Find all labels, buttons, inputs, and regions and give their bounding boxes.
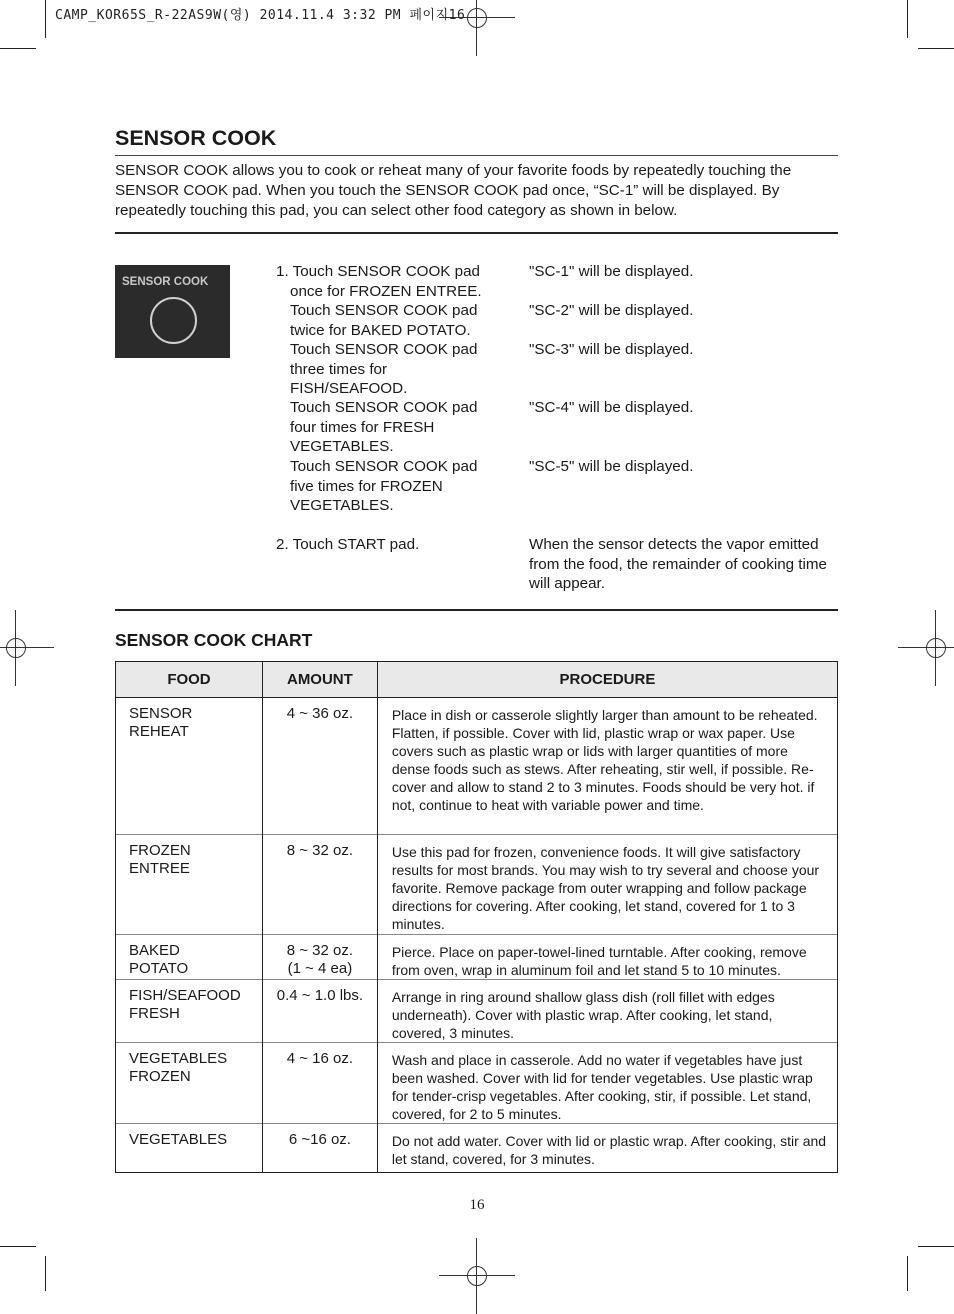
procedure-cell: Wash and place in casserole. Add no water if vegetables have just been washed. Cover with lid for tender vegetables. Use plastic wrap for tender-crisp vegetables. After cooking, stir, if possible. Let stand, covered, for 2 to 5 minutes.: [377, 1043, 837, 1124]
page-title: SENSOR COOK: [115, 126, 277, 150]
table-header-row: [116, 662, 838, 698]
chart-title: SENSOR COOK CHART: [115, 630, 313, 650]
procedure-cell: Place in dish or casserole slightly larger than amount to be reheated. Flatten, if possible. Cover with lid, plastic wrap or wax paper. Use covers such as plastic wrap or lids with larger quantities of more dense foods such as stews. After reheating, stir well, if possible. Re-cover and allow to stand 2 to 3 minutes. Foods should be very hot. if not, continue to heat with variable power and time.: [377, 698, 837, 835]
step-sc4-instruction: Touch SENSOR COOK pad four times for FRESH VEGETABLES.: [290, 399, 478, 455]
step-2-result: When the sensor detects the vapor emitted from the food, the remainder of cooking time will appear.: [529, 536, 827, 592]
registration-mark: [457, 1256, 497, 1296]
crop-mark: [45, 0, 46, 38]
step-1-result: "SC-1" will be displayed.: [529, 263, 694, 280]
crop-mark: [918, 1246, 954, 1247]
amount-cell: 6 ~16 oz.: [262, 1124, 377, 1173]
procedure-cell: Use this pad for frozen, convenience foods. It will give satisfactory results for most brands. You may wish to try several and choose your favorite. Remove package from outer wrapping and follow package directions for covering. After cooking, let stand, covered for 1 to 3 minutes.: [377, 835, 837, 935]
procedure-cell: Pierce. Place on paper-towel-lined turntable. After cooking, remove from oven, wrap in aluminum foil and let stand 5 to 10 minutes.: [377, 935, 837, 980]
page-number: 16: [469, 1197, 485, 1213]
pad-button-icon: [150, 297, 197, 344]
table-row: [116, 698, 838, 835]
divider: [115, 609, 838, 611]
step-1-line1: 1. Touch SENSOR COOK pad: [276, 263, 480, 280]
print-header: CAMP_KOR65S_R-22AS9W(영) 2014.11.4 3:32 PM 페이지16: [55, 8, 466, 23]
amount-cell: 8 ~ 32 oz.: [262, 835, 377, 935]
food-cell: [116, 1124, 263, 1173]
amount-value: 8 ~ 32 oz.: [286, 942, 354, 959]
step-sc2-result: "SC-2" will be displayed.: [529, 302, 694, 319]
amount-cell: 4 ~ 16 oz.: [262, 1043, 377, 1124]
amount-cell: 0.4 ~ 1.0 lbs.: [262, 980, 377, 1043]
pad-label: SENSOR COOK: [122, 276, 209, 288]
title-underline: [115, 155, 838, 156]
food-cell: [116, 1043, 263, 1124]
step-sc4-result: "SC-4" will be displayed.: [529, 399, 694, 416]
step-sc5-instruction: Touch SENSOR COOK pad five times for FROZEN VEGETABLES.: [290, 458, 478, 514]
intro-paragraph: SENSOR COOK allows you to cook or reheat many of your favorite foods by repeatedly touching the SENSOR COOK pad. When you touch the SENSOR COOK pad once, “SC-1” will be displayed. By repeatedly touching this pad, you can select other food category as shown in below.: [115, 162, 792, 219]
table-row: [116, 980, 838, 1043]
step-sc3-result: "SC-3" will be displayed.: [529, 341, 694, 358]
step-1-instruction: [276, 262, 516, 301]
food-name: VEGETABLES FROZEN: [129, 1050, 228, 1085]
step-sc3-instruction: Touch SENSOR COOK pad three times for FISH/SEAFOOD.: [290, 341, 478, 397]
table-row: [116, 1043, 838, 1124]
crop-mark: [907, 0, 908, 38]
table-row: [116, 835, 838, 935]
step-sc2-instruction: Touch SENSOR COOK pad twice for BAKED POTATO.: [290, 302, 478, 339]
step-sc5-result: "SC-5" will be displayed.: [529, 458, 694, 475]
crop-mark: [918, 48, 954, 49]
food-cell: [116, 835, 263, 935]
crop-mark: [0, 1246, 36, 1247]
column-header-food: FOOD: [116, 662, 263, 698]
table-row: [116, 1124, 838, 1173]
procedure-cell: Arrange in ring around shallow glass dish (roll fillet with edges underneath). Cover with plastic wrap. After cooking, let stand, covered, 3 minutes.: [377, 980, 837, 1043]
step-1-line2: once for FROZEN ENTREE.: [290, 282, 482, 300]
divider: [115, 232, 838, 234]
food-name: SENSOR REHEAT: [129, 705, 193, 740]
sensor-cook-pad-image: [115, 265, 230, 358]
procedure-cell: Do not add water. Cover with lid or plastic wrap. After cooking, stir and let stand, covered, for 3 minutes.: [377, 1124, 837, 1173]
column-header-amount: AMOUNT: [262, 662, 377, 698]
column-header-procedure: PROCEDURE: [377, 662, 837, 698]
food-cell: [116, 698, 263, 835]
amount-cell: [262, 935, 377, 980]
food-cell: [116, 980, 263, 1043]
crop-mark: [0, 48, 36, 49]
food-name: VEGETABLES: [129, 1131, 228, 1148]
registration-mark: [916, 628, 954, 668]
food-name: FISH/SEAFOOD FRESH: [129, 987, 241, 1022]
food-name: BAKED POTATO: [129, 942, 189, 977]
sensor-cook-chart-table: [115, 661, 838, 1173]
food-cell: [116, 935, 263, 980]
amount-count: (1 ~ 4 ea): [287, 960, 353, 977]
table-row: [116, 935, 838, 980]
crop-mark: [45, 1256, 46, 1291]
amount-cell: 4 ~ 36 oz.: [262, 698, 377, 835]
registration-mark: [0, 628, 36, 668]
step-2-instruction: 2. Touch START pad.: [276, 536, 420, 553]
food-name: FROZEN ENTREE: [129, 842, 191, 877]
crop-mark: [907, 1256, 908, 1291]
